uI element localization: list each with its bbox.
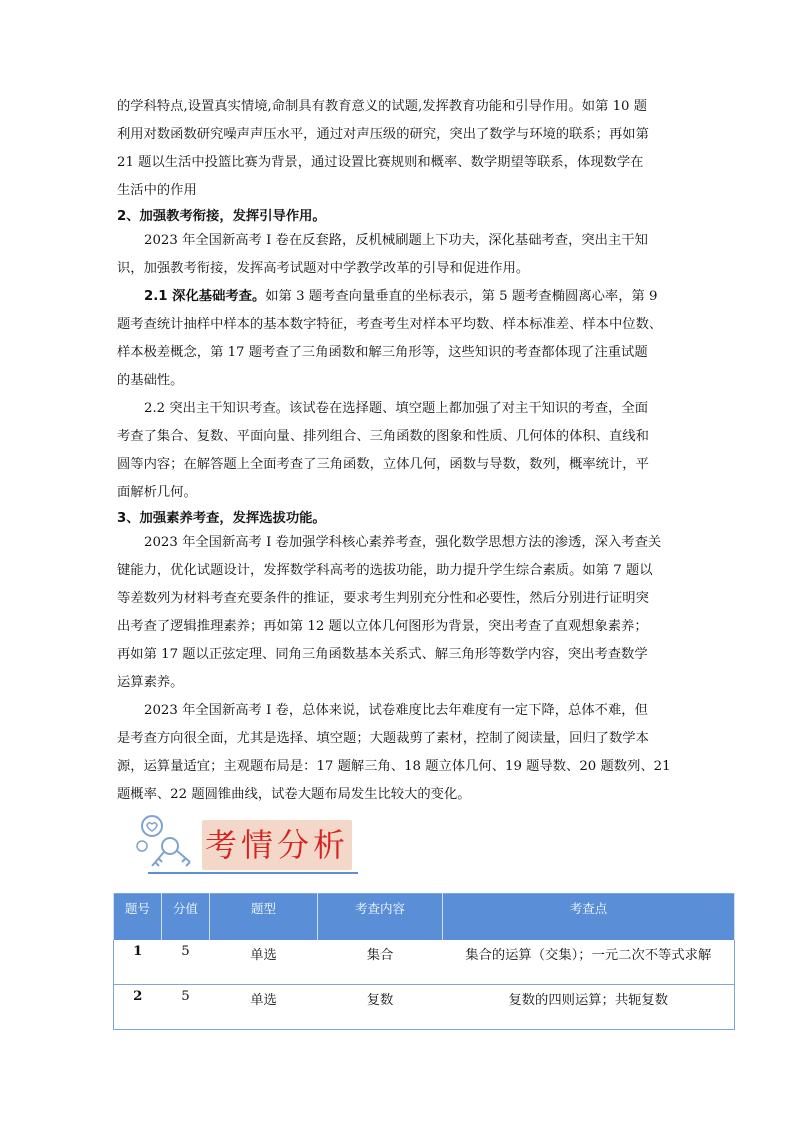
- subsection-title: 2.1 深化基础考查。: [144, 289, 266, 304]
- text-line: 题概率、22 题圆锥曲线，试卷大题布局发生比较大的变化。: [117, 787, 471, 802]
- cell-number: 2: [114, 985, 162, 1030]
- col-header-points: 考查点: [443, 894, 735, 941]
- text-line: 2.2 突出主干知识考查。该试卷在选择题、填空题上都加强了对主干知识的考查，全面: [144, 401, 649, 416]
- paragraph-teaching: [117, 227, 677, 283]
- paragraph-summary: [117, 697, 677, 809]
- paragraph-literacy: [117, 529, 677, 697]
- text-line: 面解析几何。: [117, 485, 197, 500]
- paragraph-main-knowledge: [117, 395, 677, 507]
- paragraph-intro: [117, 93, 677, 205]
- section-heading-2: 2、加强教考衔接，发挥引导作用。: [117, 209, 326, 224]
- col-header-number: 题号: [114, 894, 162, 941]
- cell-number: 1: [114, 940, 162, 985]
- text-line: 运算素养。: [117, 675, 184, 690]
- col-header-score: 分值: [162, 894, 210, 941]
- paragraph-basics: [117, 283, 677, 395]
- text-line: [117, 283, 677, 311]
- cell-points: 集合的运算（交集）；一元二次不等式求解: [443, 940, 735, 985]
- text-line: 键能力，优化试题设计，发挥数学科高考的选拔功能，助力提升学生综合素质。如第 7 题以: [117, 563, 653, 578]
- text-line: 利用对数函数研究噪声声压水平，通过对声压级的研究，突出了数学与环境的联系；再如第: [117, 127, 649, 142]
- text-line: 题考查统计抽样中样本的基本数字特征，考查考生对样本平均数、样本标准差、样本中位数、: [117, 317, 663, 332]
- col-header-type: 题型: [210, 894, 318, 941]
- text-line: 21 题以生活中投篮比赛为背景，通过设置比赛规则和概率、数学期望等联系，体现数学在: [117, 155, 644, 170]
- table-row: [114, 940, 735, 985]
- section-banner: [130, 812, 360, 874]
- cell-points: 复数的四则运算；共轭复数: [443, 985, 735, 1030]
- cell-type: 单选: [210, 985, 318, 1030]
- text-line: 2023 年全国新高考 I 卷加强学科核心素养考查，强化数学思想方法的渗透，深入考查关: [144, 535, 662, 550]
- text-line: 是考查方向很全面，尤其是选择、填空题；大题裁剪了素材，控制了阅读量，回归了数学本: [117, 731, 649, 746]
- banner-title: 考情分析: [204, 826, 349, 864]
- text-line: 的学科特点,设置真实情境,命制具有教育意义的试题,发挥教育功能和引导作用。如第 10 题: [117, 99, 648, 114]
- text-line: 样本极差概念，第 17 题考查了三角函数和解三角形等，这些知识的考查都体现了注重试题: [117, 345, 648, 360]
- cell-score: 5: [162, 985, 210, 1030]
- table-header-row: [114, 894, 735, 941]
- text-line: 圆等内容；在解答题上全面考查了三角函数，立体几何，函数与导数，数列，概率统计，平: [117, 457, 649, 472]
- text-line: 考查了集合、复数、平面向量、排列组合、三角函数的图象和性质、几何体的体积、直线和: [117, 429, 649, 444]
- table-row: [114, 985, 735, 1030]
- banner-title-box: [202, 820, 352, 870]
- text-line: 识，加强教考衔接，发挥高考试题对中学教学改革的引导和促进作用。: [117, 261, 530, 276]
- exam-analysis-table: [113, 893, 735, 1030]
- text-line: 再如第 17 题以正弦定理、同角三角函数基本关系式、解三角形等数学内容，突出考查数学: [117, 647, 648, 662]
- text-line: 等差数列为材料考查充要条件的推证，要求考生判别充分性和必要性，然后分别进行证明突: [117, 591, 649, 606]
- text-line: 生活中的作用: [117, 183, 197, 198]
- text-line: 2023 年全国新高考 I 卷，总体来说，试卷难度比去年难度有一定下降，总体不难，但: [144, 703, 648, 718]
- cell-score: 5: [162, 940, 210, 985]
- text-line: 的基础性。: [117, 373, 184, 388]
- cell-type: 单选: [210, 940, 318, 985]
- text-line: 源，运算量适宜；主观题布局是：17 题解三角、18 题立体几何、19 题导数、20 题数列、21: [117, 759, 671, 774]
- banner-underline: [148, 872, 358, 874]
- text-line-rest: 如第 3 题考查向量垂直的坐标表示，第 5 题考查椭圆离心率，第 9: [265, 289, 658, 304]
- heart-key-icon: [130, 812, 200, 874]
- text-line: 2023 年全国新高考 I 卷在反套路，反机械刷题上下功夫，深化基础考查，突出主干知: [144, 233, 648, 248]
- cell-content: 复数: [318, 985, 443, 1030]
- col-header-content: 考查内容: [318, 894, 443, 941]
- cell-content: 集合: [318, 940, 443, 985]
- text-line: 出考查了逻辑推理素养；再如第 12 题以立体几何图形为背景，突出考查了直观想象素养；: [117, 619, 648, 634]
- section-heading-3: 3、加强素养考查，发挥选拔功能。: [117, 511, 326, 526]
